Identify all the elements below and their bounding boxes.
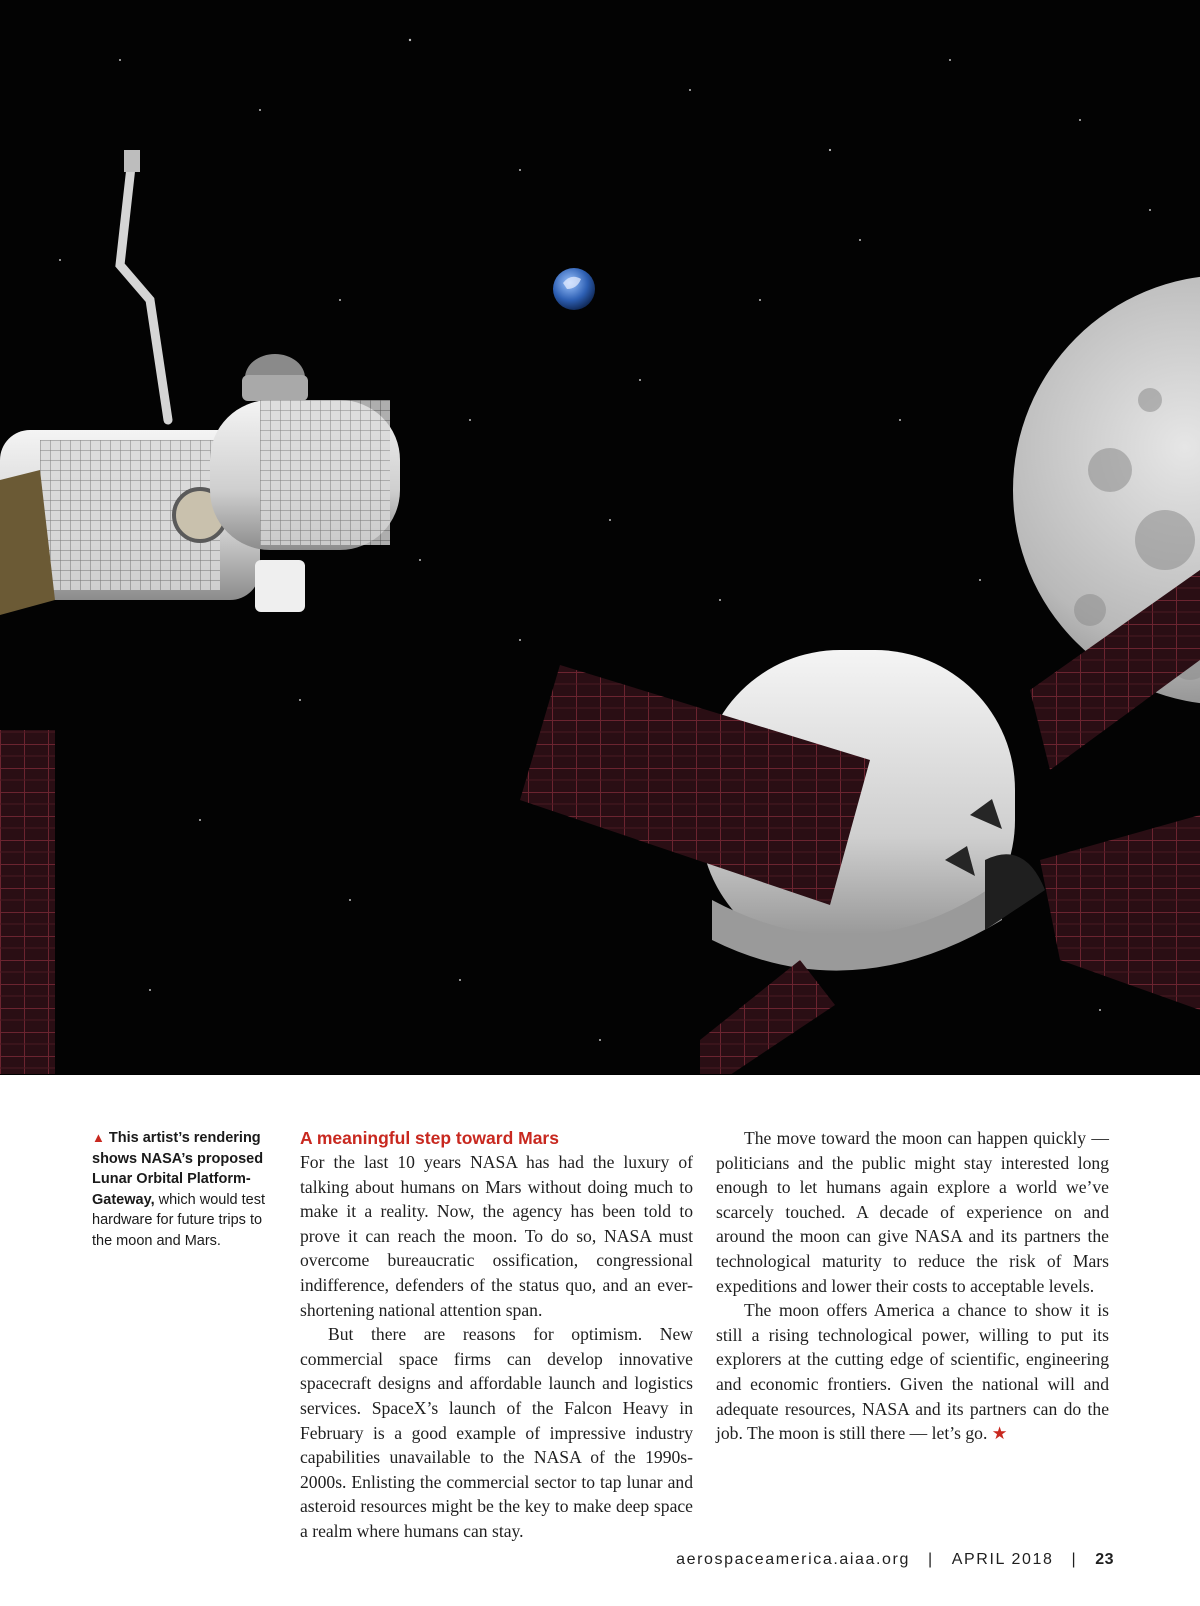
caption-bold: This artist’s rendering shows NASA’s proposed Lunar Orbital Platform-Gateway, bbox=[92, 1130, 264, 1208]
page-footer bbox=[676, 1551, 1114, 1569]
footer-divider: | bbox=[927, 1551, 934, 1568]
page-number: 23 bbox=[1095, 1551, 1114, 1568]
paragraph-2: But there are reasons for optimism. New commercial space firms can develop innovative spacecraft designs and affordable launch and logistics services. SpaceX’s launch of the Falcon Heavy in February is a good example of impressive industry capabilities unavailable to the NASA of the 1990s-2000s. Enlisting the commercial sector to tap lunar and asteroid resources might be the key to make deep space a realm where humans can stay. bbox=[300, 1324, 693, 1541]
caption-text: which would test hardware for future trips to the moon and Mars. bbox=[92, 1191, 266, 1249]
article-column-1 bbox=[300, 1126, 693, 1544]
footer-site: aerospaceamerica.aiaa.org bbox=[676, 1551, 910, 1568]
end-star-icon: ★ bbox=[991, 1423, 1008, 1444]
article-column-2 bbox=[716, 1126, 1109, 1446]
triangle-up-icon: ▲ bbox=[92, 1130, 105, 1145]
paragraph-4 bbox=[716, 1298, 1109, 1446]
footer-issue: APRIL 2018 bbox=[951, 1551, 1054, 1568]
section-heading: A meaningful step toward Mars bbox=[300, 1128, 559, 1148]
paragraph-1: For the last 10 years NASA has had the luxury of talking about humans on Mars without doing much to make it a reality. Now, the agency has been told to prove it can reach the moon. To do so, NASA must overcome bureaucratic ossification, congressional indifference, defenders of the status quo, and an ever-shortening national attention span. bbox=[300, 1152, 693, 1320]
photo-caption bbox=[92, 1128, 272, 1251]
paragraph-4-text: The moon offers America a chance to show it is still a rising technological power, willing to put its explorers at the cutting edge of scientific, engineering and economic frontiers. Given the national will and adequate resources, NASA and its partners can do the job. The moon is still there — let’s go. bbox=[716, 1300, 1109, 1444]
footer-divider: | bbox=[1071, 1551, 1078, 1568]
paragraph-3: The move toward the moon can happen quickly — politicians and the public might stay interested long enough to let humans again explore a world we’ve scarcely touched. A decade of experience on and around the moon can give NASA and its partners the technological maturity to reduce the risk of Mars expeditions and lower their costs to acceptable levels. bbox=[716, 1128, 1109, 1296]
